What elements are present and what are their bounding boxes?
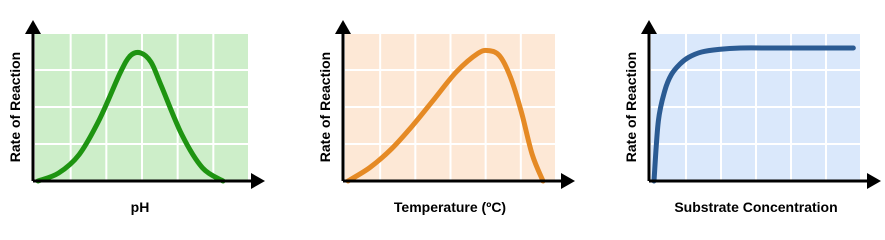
- x-axis-label: Temperature (ºC): [393, 199, 507, 215]
- y-axis-label: Rate of Reaction: [623, 51, 639, 163]
- chart-panel-2: [317, 20, 575, 215]
- y-axis-arrow: [335, 20, 351, 34]
- chart-panel-1: [7, 20, 265, 215]
- x-axis-arrow: [561, 173, 575, 189]
- y-axis-arrow: [641, 20, 657, 34]
- chart-panel-3: [623, 20, 881, 215]
- x-axis-label: pH: [130, 199, 150, 215]
- y-axis-arrow: [25, 20, 41, 34]
- x-axis-arrow: [251, 173, 265, 189]
- y-axis-label: Rate of Reaction: [317, 51, 333, 163]
- x-axis-arrow: [867, 173, 881, 189]
- y-axis-label: Rate of Reaction: [7, 51, 23, 163]
- x-axis-label: Substrate Concentration: [674, 199, 838, 215]
